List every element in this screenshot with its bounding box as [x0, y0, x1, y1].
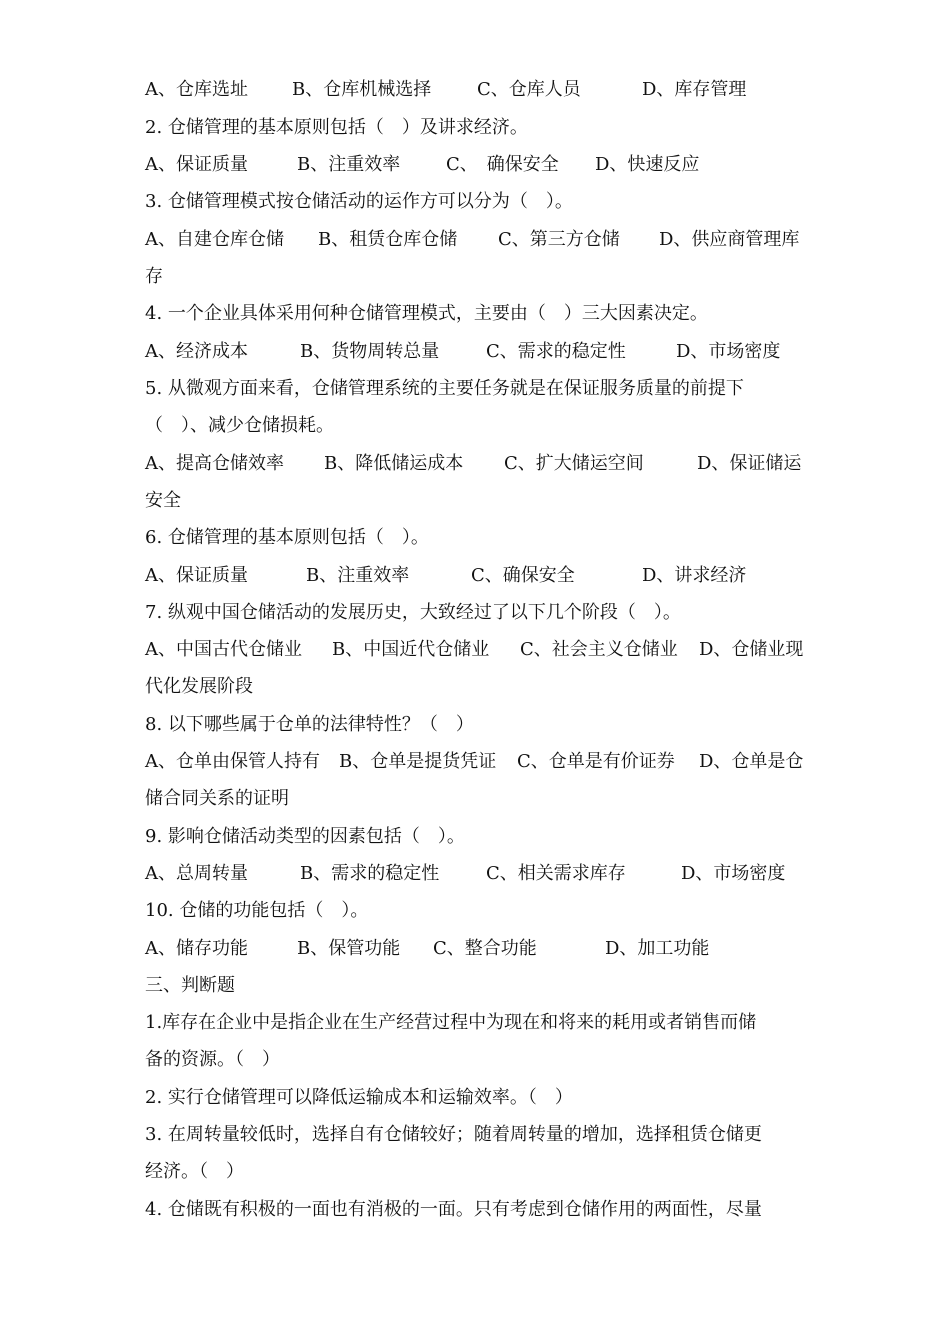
judgment-1-text: 1.库存在企业中是指企业在生产经营过程中为现在和将来的耗用或者销售而储 [145, 1012, 757, 1033]
q6-option-b: B、注重效率 [306, 565, 410, 586]
section-title-judgment: 三、判断题 [145, 975, 235, 996]
q5-option-c: C、扩大储运空间 [504, 453, 644, 474]
judgment-1-text-continued: 备的资源。（ ） [145, 1049, 280, 1070]
q5-option-a: A、提高仓储效率 [145, 453, 284, 474]
q3-text: 3. 仓储管理模式按仓储活动的运作方可以分为（ ）。 [145, 191, 573, 212]
judgment-4-text: 4. 仓储既有积极的一面也有消极的一面。只有考虑到仓储作用的两面性，尽量 [145, 1199, 762, 1220]
q10-option-d: D、加工功能 [605, 938, 710, 959]
q9-options [145, 862, 805, 886]
q4-option-b: B、货物周转总量 [300, 341, 440, 362]
q10-option-c: C、整合功能 [433, 938, 537, 959]
q2-option-a: A、保证质量 [145, 154, 248, 175]
q8-option-d-continued: 储合同关系的证明 [145, 788, 289, 809]
judgment-2-text: 2. 实行仓储管理可以降低运输成本和运输效率。（ ） [145, 1087, 573, 1108]
q3-options [145, 228, 805, 252]
q4-options [145, 340, 805, 364]
q8-option-d: D、仓单是仓 [699, 751, 804, 772]
q10-option-b: B、保管功能 [297, 938, 401, 959]
q3-option-c: C、第三方仓储 [498, 229, 620, 250]
q6-option-c: C、确保安全 [471, 565, 575, 586]
q5-option-d: D、保证储运 [697, 453, 802, 474]
q9-option-d: D、市场密度 [681, 863, 786, 884]
q4-text: 4. 一个企业具体采用何种仓储管理模式，主要由（ ）三大因素决定。 [145, 303, 708, 324]
q7-option-d: D、仓储业现 [699, 639, 804, 660]
q6-option-a: A、保证质量 [145, 565, 248, 586]
judgment-3-text-continued: 经济。（ ） [145, 1161, 244, 1182]
q6-text: 6. 仓储管理的基本原则包括（ ）。 [145, 527, 429, 548]
q4-option-d: D、市场密度 [676, 341, 781, 362]
q1-option-b: B、仓库机械选择 [292, 79, 432, 100]
q2-text: 2. 仓储管理的基本原则包括（ ）及讲求经济。 [145, 117, 528, 138]
q10-options [145, 937, 805, 961]
q2-option-d: D、快速反应 [595, 154, 700, 175]
q9-option-b: B、需求的稳定性 [300, 863, 440, 884]
q7-option-d-continued: 代化发展阶段 [145, 676, 253, 697]
q4-option-c: C、需求的稳定性 [486, 341, 626, 362]
q5-option-d-continued: 安全 [145, 490, 181, 511]
q9-option-a: A、总周转量 [145, 863, 248, 884]
q3-option-d: D、供应商管理库 [659, 229, 800, 250]
q8-text: 8. 以下哪些属于仓单的法律特性？（ ） [145, 714, 474, 735]
q9-option-c: C、相关需求库存 [486, 863, 626, 884]
q6-options [145, 564, 805, 588]
q1-option-c: C、仓库人员 [477, 79, 581, 100]
q5-option-b: B、降低储运成本 [324, 453, 464, 474]
q2-option-c: C、 确保安全 [446, 154, 559, 175]
q10-option-a: A、储存功能 [145, 938, 248, 959]
q5-text-continued: （ ）、减少仓储损耗。 [145, 415, 334, 436]
q7-option-c: C、社会主义仓储业 [520, 639, 678, 660]
q8-option-b: B、仓单是提货凭证 [339, 751, 497, 772]
q6-option-d: D、讲求经济 [642, 565, 747, 586]
q7-options [145, 638, 807, 662]
q3-option-d-continued: 存 [145, 266, 163, 287]
q1-option-d: D、库存管理 [642, 79, 747, 100]
q4-option-a: A、经济成本 [145, 341, 248, 362]
q5-text: 5. 从微观方面来看，仓储管理系统的主要任务就是在保证服务质量的前提下 [145, 378, 744, 399]
q5-options [145, 452, 805, 476]
q9-text: 9. 影响仓储活动类型的因素包括（ ）。 [145, 826, 465, 847]
q7-text: 7. 纵观中国仓储活动的发展历史，大致经过了以下几个阶段（ ）。 [145, 602, 681, 623]
q8-options [145, 750, 807, 774]
q8-option-c: C、仓单是有价证券 [517, 751, 675, 772]
q8-option-a: A、仓单由保管人持有 [145, 751, 320, 772]
q1-option-a: A、仓库选址 [145, 79, 248, 100]
q1-options [145, 78, 805, 102]
q7-option-a: A、中国古代仓储业 [145, 639, 302, 660]
q3-option-a: A、自建仓库仓储 [145, 229, 284, 250]
q3-option-b: B、租赁仓库仓储 [318, 229, 458, 250]
q10-text: 10. 仓储的功能包括（ ）。 [145, 900, 369, 921]
q7-option-b: B、中国近代仓储业 [332, 639, 490, 660]
q2-options [145, 153, 805, 177]
judgment-3-text: 3. 在周转量较低时，选择自有仓储较好；随着周转量的增加，选择租赁仓储更 [145, 1124, 762, 1145]
q2-option-b: B、注重效率 [297, 154, 401, 175]
